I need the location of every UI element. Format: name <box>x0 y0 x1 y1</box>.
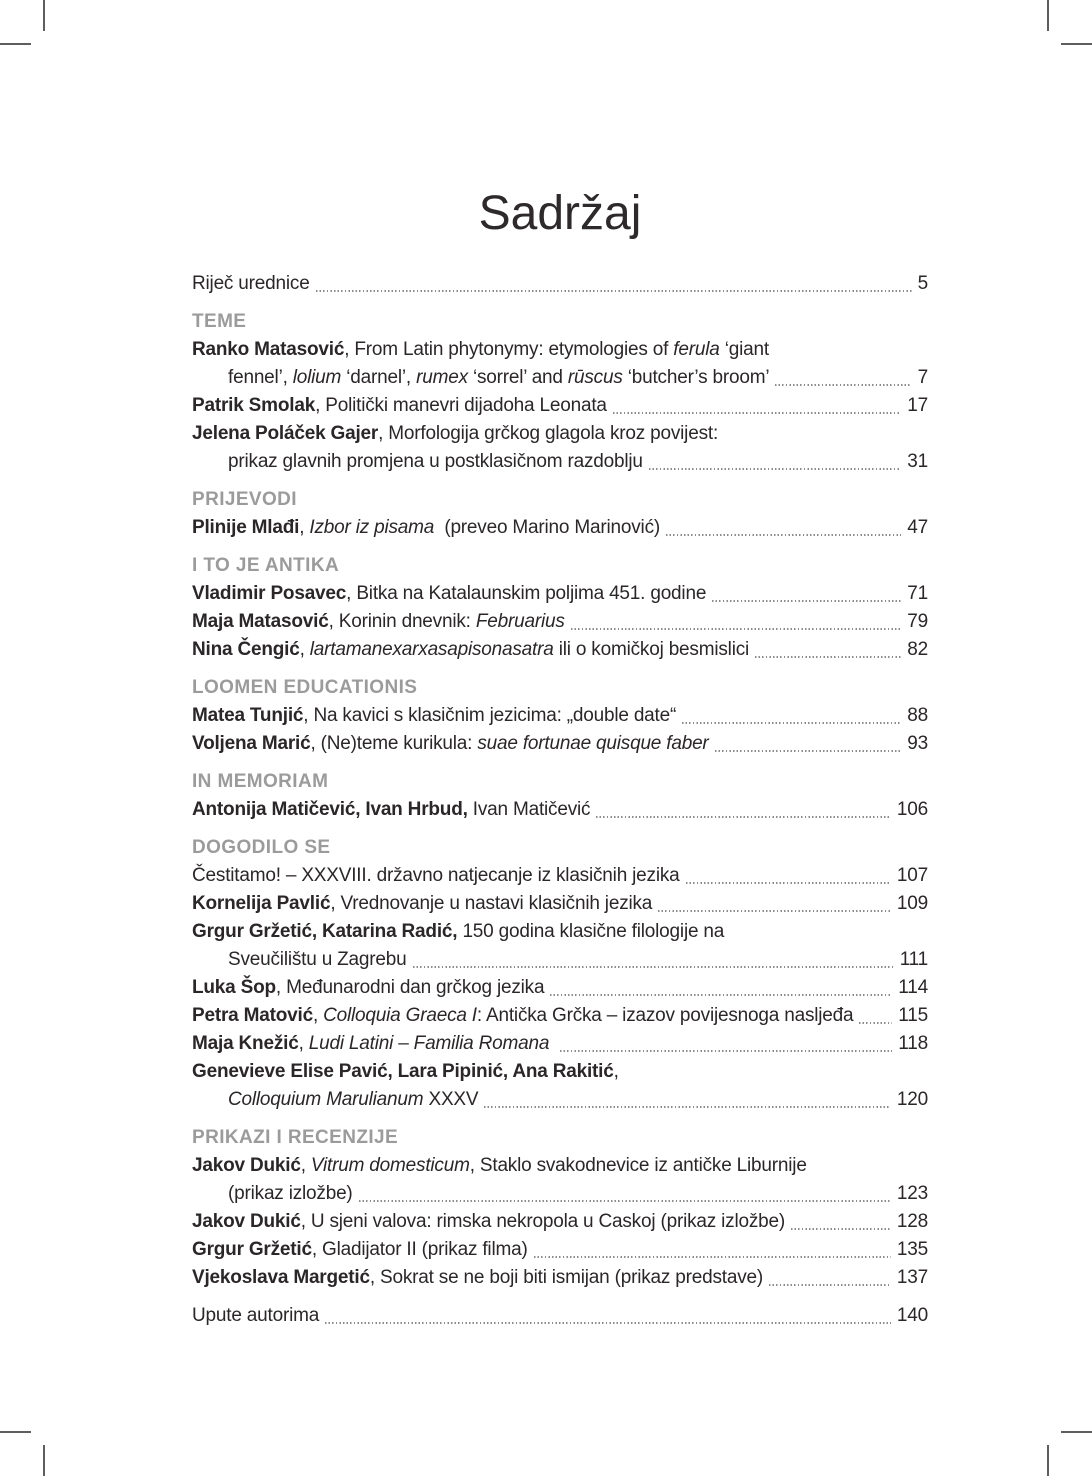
dot-leader <box>755 656 901 658</box>
toc-entry-text: Grgur Gržetić, Katarina Radić, 150 godina klasične filologije na <box>192 921 725 942</box>
page-number: 111 <box>899 949 928 970</box>
toc-row <box>192 580 928 608</box>
toc-entry-text: Kornelija Pavlić, Vrednovanje u nastavi klasičnih jezika <box>192 893 653 914</box>
dot-leader <box>859 1022 892 1024</box>
toc-entry-text: Čestitamo! – XXXVIII. državno natjecanje iz klasičnih jezika <box>192 865 680 886</box>
toc-row <box>192 448 928 476</box>
page-number: 17 <box>907 395 928 416</box>
toc-entry-text: Sveučilištu u Zagrebu <box>228 949 407 970</box>
dot-leader <box>316 290 912 292</box>
crop-mark-top-right-horizontal <box>1061 43 1092 45</box>
page-number: 47 <box>907 517 928 538</box>
toc-section <box>192 768 928 824</box>
dot-leader <box>560 1050 892 1052</box>
section-header: PRIJEVODI <box>192 489 297 510</box>
toc-entry-text: Genevieve Elise Pavić, Lara Pipinić, Ana Rakitić, <box>192 1061 619 1082</box>
toc-entry-text: (prikaz izložbe) <box>228 1183 353 1204</box>
crop-mark-bottom-left-vertical <box>43 1445 45 1476</box>
dot-leader <box>658 910 891 912</box>
toc-entry-text: Maja Matasović, Korinin dnevnik: Februarius <box>192 611 565 632</box>
dot-leader <box>666 534 901 536</box>
page-number: 71 <box>907 583 928 604</box>
toc-entry-text: Upute autorima <box>192 1305 320 1326</box>
toc-row <box>192 1236 928 1264</box>
toc-row <box>192 730 928 758</box>
page-number: 123 <box>896 1183 928 1204</box>
toc-row <box>192 796 928 824</box>
crop-mark-bottom-right-horizontal <box>1061 1431 1092 1433</box>
dot-leader <box>596 816 891 818</box>
toc-entry-text: Antonija Matičević, Ivan Hrbud, Ivan Matičević <box>192 799 591 820</box>
section-header: PRIKAZI I RECENZIJE <box>192 1127 399 1148</box>
crop-mark-top-left-vertical <box>43 0 45 31</box>
toc-entry-text: Matea Tunjić, Na kavici s klasičnim jezicima: „double date“ <box>192 705 677 726</box>
dot-leader <box>613 412 901 414</box>
toc-entry-text: Colloquium Marulianum XXXV <box>228 1089 479 1110</box>
toc-entry-text: prikaz glavnih promjena u postklasičnom razdoblju <box>228 451 643 472</box>
toc-entry-text: Vjekoslava Margetić, Sokrat se ne boji biti ismijan (prikaz predstave) <box>192 1267 764 1288</box>
toc-entry-text: Luka Šop, Međunarodni dan grčkog jezika <box>192 977 545 998</box>
crop-mark-bottom-right-vertical <box>1047 1445 1049 1476</box>
toc-entry-text: Jakov Dukić, Vitrum domesticum, Staklo svakodnevice iz antičke Liburnije <box>192 1155 807 1176</box>
page-number: 114 <box>898 977 928 998</box>
dot-leader <box>775 384 911 386</box>
page-number: 120 <box>896 1089 928 1110</box>
dot-leader <box>649 468 902 470</box>
page-number: 79 <box>907 611 928 632</box>
toc-row <box>192 1180 928 1208</box>
toc-content <box>192 186 928 1330</box>
toc <box>192 270 928 1330</box>
toc-section <box>192 1302 928 1330</box>
toc-row <box>192 392 928 420</box>
page-number: 5 <box>917 273 928 294</box>
dot-leader <box>359 1200 891 1202</box>
page-number: 106 <box>896 799 928 820</box>
page-number: 82 <box>907 639 928 660</box>
toc-section <box>192 308 928 476</box>
toc-row <box>192 1152 928 1180</box>
page-number: 135 <box>896 1239 928 1260</box>
toc-section <box>192 552 928 664</box>
toc-row <box>192 1302 928 1330</box>
page-number: 128 <box>896 1211 928 1232</box>
toc-row <box>192 702 928 730</box>
page-title: Sadržaj <box>478 187 642 240</box>
page-number: 93 <box>907 733 928 754</box>
toc-row <box>192 918 928 946</box>
dot-leader <box>791 1228 891 1230</box>
dot-leader <box>571 628 902 630</box>
toc-section <box>192 674 928 758</box>
toc-entry-text: Jakov Dukić, U sjeni valova: rimska nekropola u Caskoj (prikaz izložbe) <box>192 1211 786 1232</box>
dot-leader <box>712 600 901 602</box>
section-header: IN MEMORIAM <box>192 771 329 792</box>
section-header: TEME <box>192 311 247 332</box>
toc-row <box>192 974 928 1002</box>
toc-entry-text: Petra Matović, Colloquia Graeca I: Antička Grčka – izazov povijesnoga nasljeđa <box>192 1005 854 1026</box>
toc-row <box>192 862 928 890</box>
toc-entry-text: fennel’, lolium ‘darnel’, rumex ‘sorrel’ and rūscus ‘butcher’s broom’ <box>228 367 770 388</box>
toc-row <box>192 1002 928 1030</box>
toc-row <box>192 270 928 298</box>
dot-leader <box>715 750 902 752</box>
dot-leader <box>484 1106 891 1108</box>
toc-entry-text: Maja Knežić, Ludi Latini – Familia Romana <box>192 1033 550 1054</box>
toc-row <box>192 514 928 542</box>
section-header: DOGODILO SE <box>192 837 331 858</box>
dot-leader <box>682 722 901 724</box>
toc-row <box>192 608 928 636</box>
toc-entry-text: Vladimir Posavec, Bitka na Katalaunskim poljima 451. godine <box>192 583 707 604</box>
page-number: 140 <box>896 1305 928 1326</box>
page-number: 88 <box>907 705 928 726</box>
toc-row <box>192 636 928 664</box>
toc-entry-text: Nina Čengić, lartamanexarxasapisonasatra ili o komičkoj besmislici <box>192 639 750 660</box>
toc-row <box>192 364 928 392</box>
toc-row <box>192 946 928 974</box>
toc-section <box>192 1124 928 1292</box>
toc-row <box>192 420 928 448</box>
toc-row <box>192 336 928 364</box>
dot-leader <box>413 966 894 968</box>
toc-entry-text: Grgur Gržetić, Gladijator II (prikaz filma) <box>192 1239 528 1260</box>
dot-leader <box>686 882 891 884</box>
toc-section <box>192 270 928 298</box>
toc-row <box>192 1208 928 1236</box>
toc-entry-text: Ranko Matasović, From Latin phytonymy: etymologies of ferula ‘giant <box>192 339 769 360</box>
toc-row <box>192 1086 928 1114</box>
toc-section <box>192 486 928 542</box>
toc-entry-text: Jelena Poláček Gajer, Morfologija grčkog glagola kroz povijest: <box>192 423 719 444</box>
page-number: 137 <box>896 1267 928 1288</box>
page-number: 107 <box>896 865 928 886</box>
dot-leader <box>769 1284 891 1286</box>
toc-row <box>192 1058 928 1086</box>
toc-row <box>192 890 928 918</box>
toc-entry-text: Voljena Marić, (Ne)teme kurikula: suae fortunae quisque faber <box>192 733 709 754</box>
page-number: 118 <box>898 1033 928 1054</box>
section-header: LOOMEN EDUCATIONIS <box>192 677 418 698</box>
page-number: 109 <box>896 893 928 914</box>
toc-row <box>192 1264 928 1292</box>
dot-leader <box>534 1256 891 1258</box>
toc-row <box>192 1030 928 1058</box>
crop-mark-top-left-horizontal <box>0 43 31 45</box>
dot-leader <box>550 994 892 996</box>
toc-entry-text: Patrik Smolak, Politički manevri dijadoha Leonata <box>192 395 607 416</box>
toc-entry-text: Plinije Mlađi, Izbor iz pisama (preveo Marino Marinović) <box>192 517 660 538</box>
section-header: I TO JE ANTIKA <box>192 555 340 576</box>
page-number: 7 <box>917 367 928 388</box>
dot-leader <box>325 1322 891 1324</box>
page-number: 31 <box>907 451 928 472</box>
crop-mark-top-right-vertical <box>1047 0 1049 31</box>
page-number: 115 <box>898 1005 928 1026</box>
toc-section <box>192 834 928 1114</box>
toc-entry-text: Riječ urednice <box>192 273 310 294</box>
crop-mark-bottom-left-horizontal <box>0 1431 31 1433</box>
